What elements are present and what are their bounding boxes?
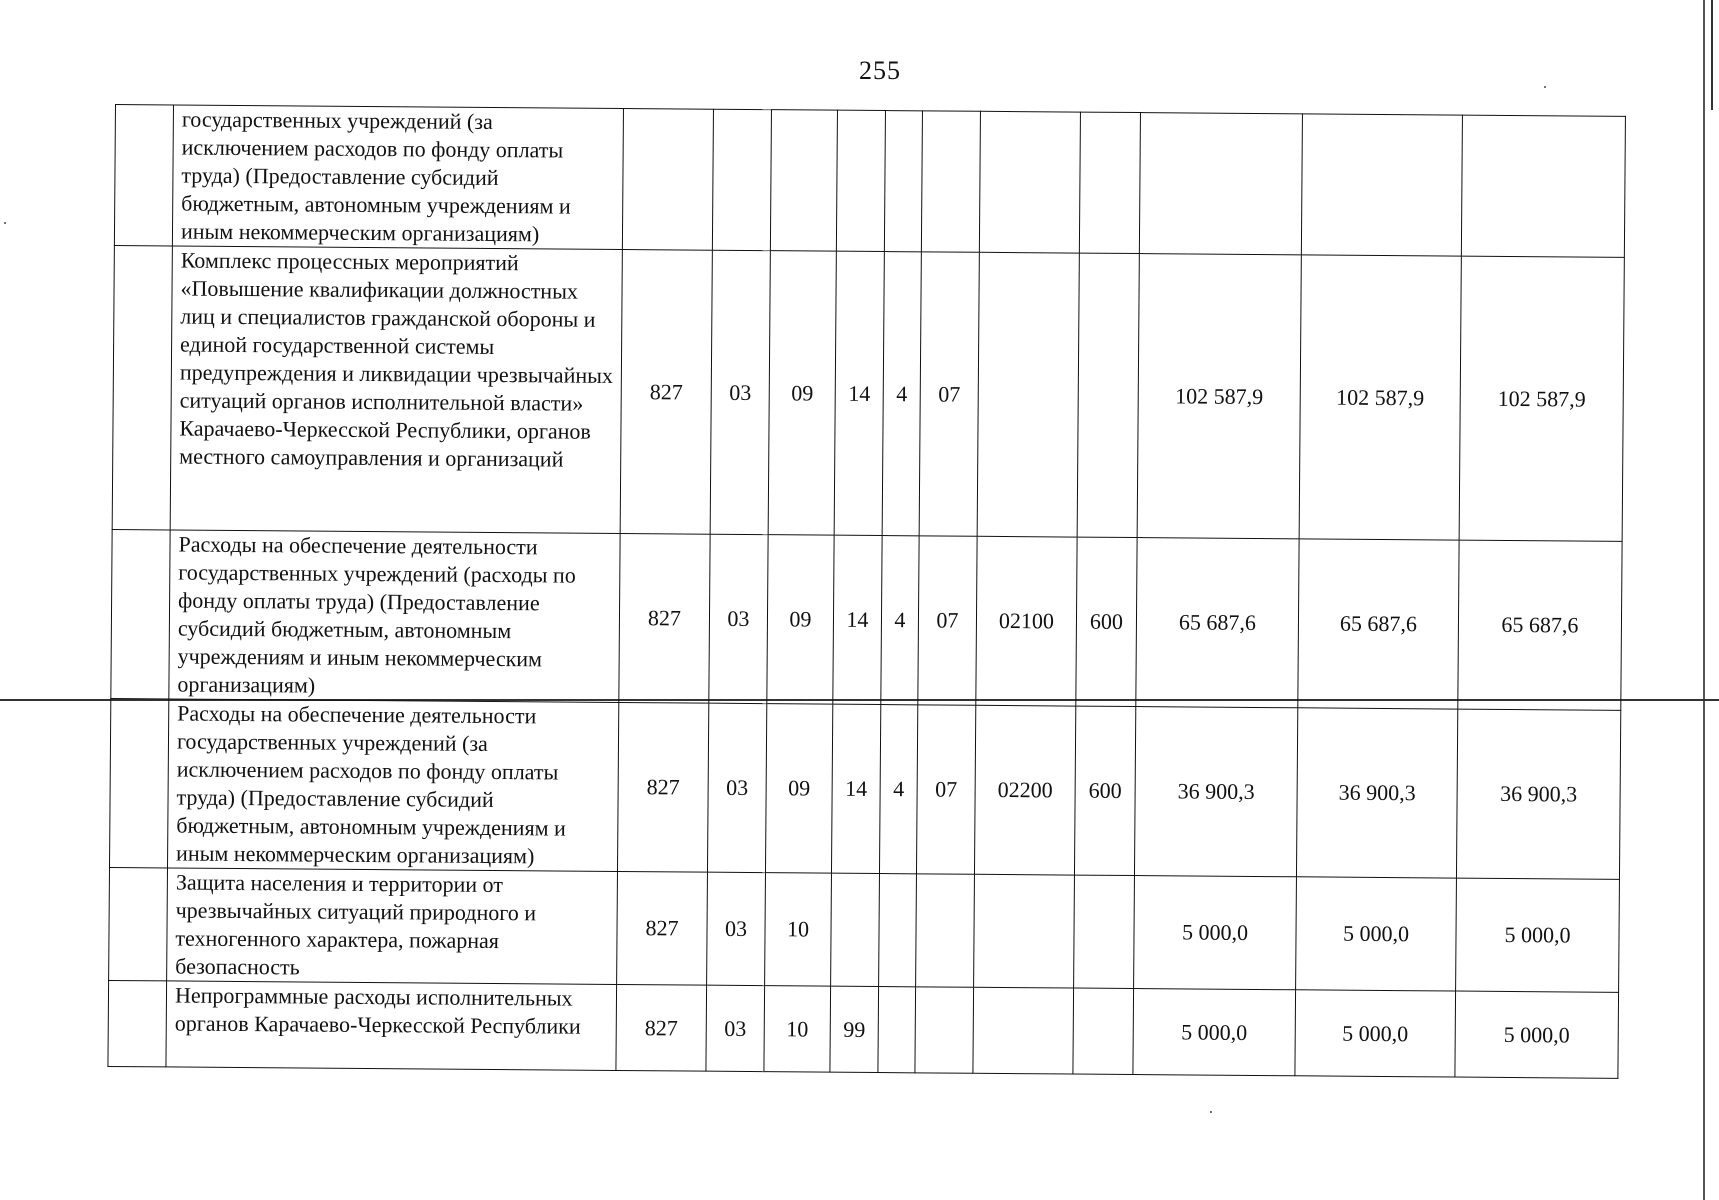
code-cell: 10 [765,873,832,987]
code-cell [921,111,980,252]
row-index-cell [114,105,173,246]
code-cell [977,252,1079,537]
code-cell [622,108,713,250]
row-name-cell: Защита населения и территории от чрезвычайных ситуаций природного и техногенного характера, пожарная безопасность [167,868,618,985]
scan-speck [1544,86,1546,88]
row-index-cell [110,698,169,867]
code-cell [974,874,1075,988]
scan-speck [4,222,6,224]
code-cell: 10 [764,986,831,1073]
amount-cell: 65 687,6 [1458,540,1622,710]
row-name-cell: Расходы на обеспечение деятельности государственных учреждений (расходы по фонду оплаты труда) (Предоставление субсидий бюджетным, автономным учреждениям и иным некоммерческим организациям) [169,530,620,703]
amount-cell: 5 000,0 [1455,991,1619,1078]
table-row [110,698,1621,879]
amount-cell: 5 000,0 [1295,990,1456,1077]
page-number: 255 [859,56,901,85]
amount-cell: 102 587,9 [1299,255,1461,540]
amount-cell: 36 900,3 [1456,709,1620,879]
code-cell [979,111,1080,253]
code-cell [712,109,771,250]
code-cell: 07 [919,252,979,536]
amount-cell: 102 587,9 [1137,254,1301,539]
row-name-cell: Расходы на обеспечение деятельности государственных учреждений (за исключением расходов по фонду оплаты труда) (Предоставление субсидий бюджетным, автономным учреждениям и иным некоммерческим организациям) [168,699,619,872]
code-cell: 07 [918,536,977,705]
scan-edge-line-top [1711,0,1713,110]
amount-cell: 5 000,0 [1134,876,1297,990]
code-cell [878,987,916,1073]
amount-cell [1301,114,1462,256]
amount-cell: 36 900,3 [1296,708,1457,878]
scan-speck [1210,1111,1212,1113]
table-row [112,245,1624,541]
row-name-cell: Непрограммные расходы исполнительных органов Карачаево-Черкесской Республики [166,981,617,1071]
code-cell: 02200 [974,705,1075,875]
amount-cell: 5 000,0 [1456,878,1620,992]
code-cell [916,874,975,987]
code-cell: 03 [706,985,765,1071]
code-cell: 03 [709,534,768,703]
code-cell: 14 [833,535,882,704]
code-cell [1079,112,1140,253]
code-cell: 14 [831,704,880,873]
code-cell: 827 [617,871,708,985]
amount-cell: 5 000,0 [1296,877,1457,991]
code-cell [1077,253,1139,537]
row-name-cell: Комплекс процессных мероприятий «Повышение квалификации должностных лиц и специалистов гражданской обороны и единой государственной системы предупреждения и ликвидации чрезвычайных ситуаций органов исполнительной власти» Карачаево-Черкесской Республики, органов местного самоуправления и организаций [170,246,622,534]
code-cell: 827 [619,533,710,703]
row-index-cell [111,529,170,698]
row-index-cell [108,980,167,1066]
amount-cell [1461,115,1625,257]
code-cell: 09 [765,704,832,874]
code-cell: 99 [830,986,879,1072]
amount-cell: 5 000,0 [1133,989,1296,1076]
code-cell: 600 [1076,537,1137,706]
code-cell: 03 [707,872,766,985]
code-cell [1073,988,1134,1074]
code-cell: 4 [881,536,919,705]
row-index-cell [109,867,168,980]
code-cell: 07 [916,705,975,874]
code-cell [973,987,1074,1074]
amount-cell: 36 900,3 [1134,707,1297,877]
row-index-cell [112,245,172,529]
code-cell: 827 [617,702,708,872]
code-cell: 4 [879,705,917,874]
code-cell [831,873,880,986]
table-row [114,105,1625,258]
budget-table [107,104,1626,1079]
code-cell [879,874,917,987]
code-cell: 09 [767,535,834,705]
amount-cell: 65 687,6 [1298,539,1459,709]
code-cell: 03 [707,703,766,872]
code-cell [770,110,837,252]
row-name-cell: государственных учреждений (за исключением расходов по фонду оплаты труда) (Предоставление субсидий бюджетным, автономным учреждениям и иным некоммерческим организациям) [172,105,623,250]
code-cell: 4 [882,252,921,536]
amount-cell: 65 687,6 [1136,538,1299,708]
table-row [109,867,1620,992]
code-cell: 03 [710,250,770,534]
code-cell: 827 [620,249,712,534]
code-cell [1074,875,1135,988]
code-cell [915,987,974,1073]
scan-edge-line [1703,0,1705,1200]
code-cell: 02100 [976,536,1077,706]
table-row [111,529,1622,710]
code-cell: 827 [616,984,707,1071]
table-row [108,980,1619,1078]
code-cell [884,111,922,252]
amount-cell: 102 587,9 [1459,256,1624,541]
amount-cell [1139,113,1302,255]
code-cell [836,110,885,251]
code-cell: 600 [1074,706,1135,875]
code-cell: 09 [768,251,836,536]
code-cell: 14 [834,251,884,535]
